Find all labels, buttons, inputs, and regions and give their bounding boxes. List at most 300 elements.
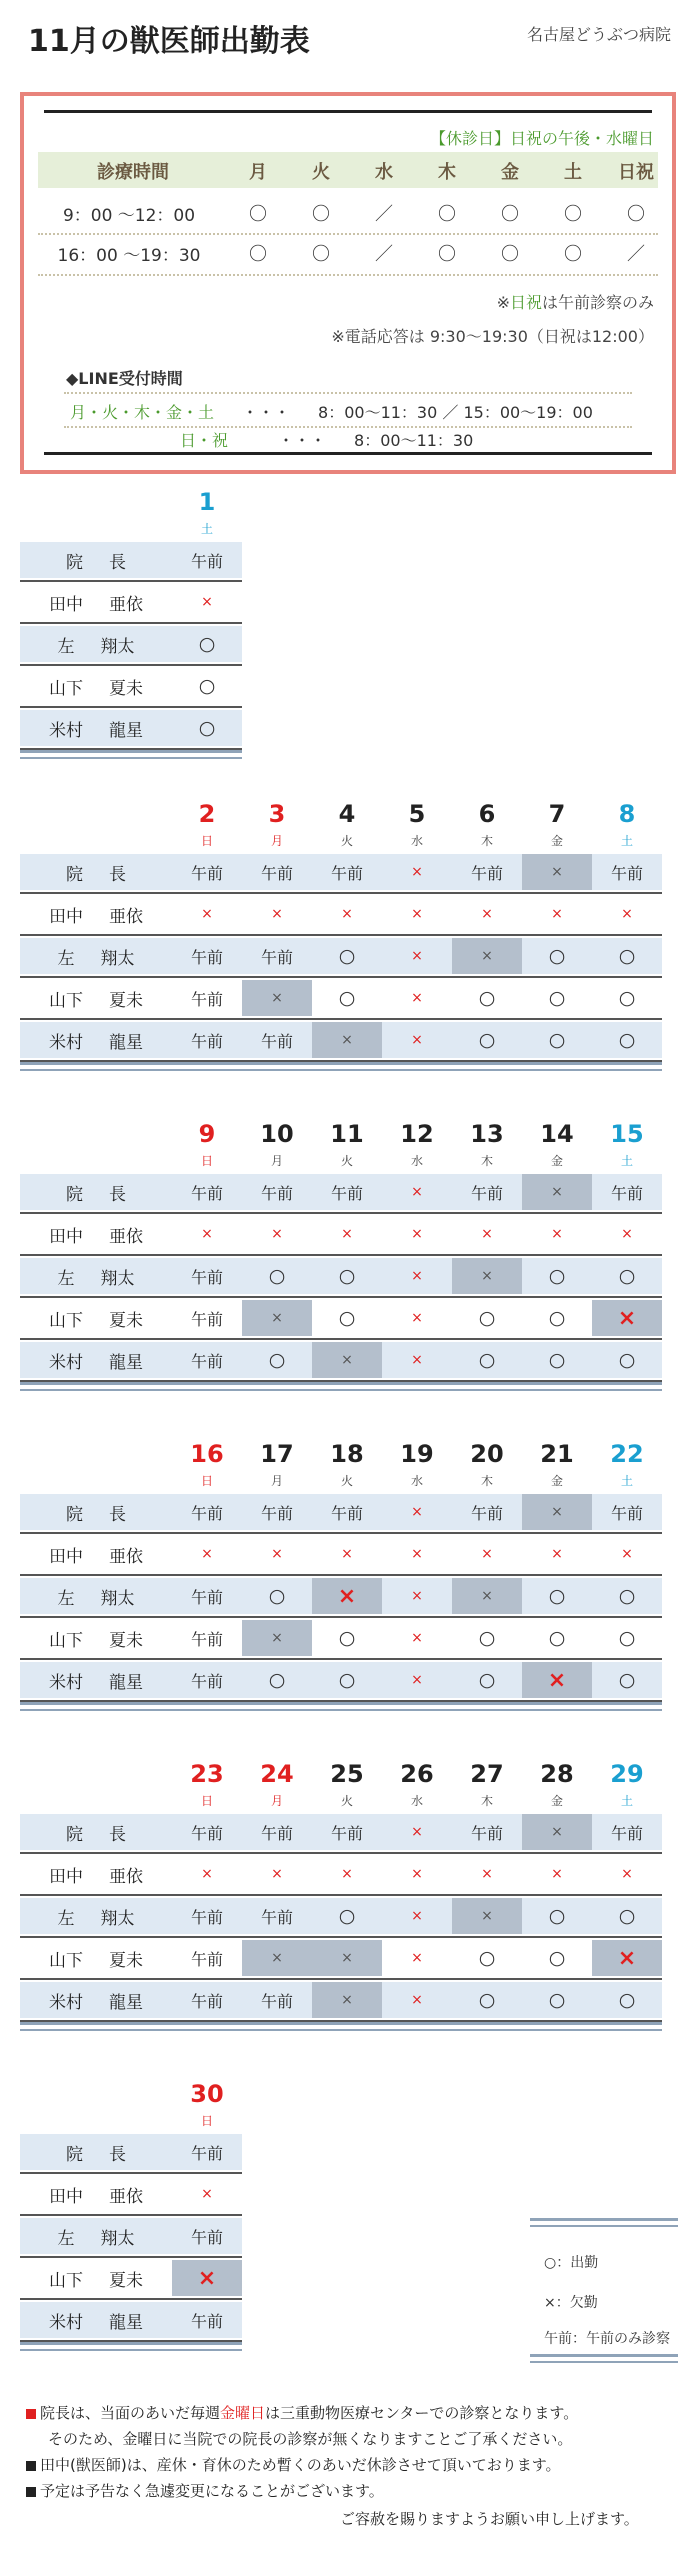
schedule-cell [522, 1216, 592, 1252]
date-number: 19 [400, 1440, 434, 1468]
schedule-value: ○ [268, 1585, 286, 1607]
schedule-cell [382, 980, 452, 1016]
vet-family-name: 院 [66, 552, 83, 573]
schedule-cell [172, 2176, 242, 2212]
line-time: 8：00～11：30 [354, 430, 474, 450]
row-divider [20, 1616, 662, 1618]
schedule-value: × [481, 1546, 493, 1562]
divider [44, 110, 652, 113]
vet-name [20, 980, 172, 1016]
schedule-cell [592, 1982, 662, 2018]
date-number: 2 [198, 800, 216, 828]
day-tue: 火 [312, 162, 330, 183]
footer-highlight: 金曜日 [220, 2404, 266, 2422]
schedule-value: × [411, 1908, 423, 1924]
schedule-value: × [481, 1588, 493, 1604]
schedule-cell [452, 1578, 522, 1614]
schedule-cell [592, 1536, 662, 1572]
date-number: 14 [540, 1120, 574, 1148]
schedule-value: 午前 [470, 1503, 503, 1523]
schedule-value: ○ [618, 1669, 636, 1691]
row-divider [20, 1018, 662, 1020]
schedule-cell [522, 1022, 592, 1058]
vet-given-name: 長 [109, 864, 126, 885]
weekday-label: 木 [480, 1154, 493, 1168]
schedule-value: ○ [338, 1265, 356, 1287]
schedule-value: ○ [338, 1307, 356, 1329]
weekday-label: 火 [340, 1474, 353, 1488]
date-header [382, 1120, 452, 1168]
weekday-label: 月 [270, 834, 283, 848]
date-number: 24 [260, 1760, 294, 1788]
schedule-cell [452, 1898, 522, 1934]
date-number: 4 [338, 800, 356, 828]
vet-family-name: 山下 [49, 990, 83, 1011]
schedule-cell [452, 1662, 522, 1698]
divider [38, 274, 658, 276]
schedule-value: × [341, 906, 353, 922]
footer-note-4: ご容赦を賜りますようお願い申し上げます。 [340, 2510, 639, 2528]
schedule-cell [452, 1536, 522, 1572]
schedule-cell [242, 1536, 312, 1572]
footer-note-3 [26, 2480, 384, 2501]
vet-family-name: 田中 [49, 1546, 83, 1567]
schedule-value: ○ [548, 987, 566, 1009]
schedule-value: ○ [618, 1029, 636, 1051]
date-header [452, 1120, 522, 1168]
vet-family-name: 院 [66, 2144, 83, 2165]
schedule-value: × [341, 1866, 353, 1882]
vet-family-name: 院 [66, 864, 83, 885]
weekday-label: 木 [480, 1474, 493, 1488]
schedule-value: × [197, 2265, 217, 2291]
schedule-cell [592, 980, 662, 1016]
schedule-cell [312, 1940, 382, 1976]
date-header [522, 800, 592, 848]
schedule-value: ○ [478, 987, 496, 1009]
vet-given-name: 長 [109, 1504, 126, 1525]
schedule-value: ○ [198, 675, 216, 697]
table-row [20, 2176, 242, 2212]
hours-mark: 〇 [564, 204, 582, 225]
date-number: 27 [470, 1760, 504, 1788]
hours-mark: ／ [627, 244, 645, 265]
row-divider [20, 622, 242, 624]
schedule-cell [382, 1300, 452, 1336]
schedule-value: × [481, 1226, 493, 1242]
schedule-value: ○ [478, 1029, 496, 1051]
hours-mark: 〇 [249, 244, 267, 265]
schedule-cell [382, 1856, 452, 1892]
schedule-cell [522, 1814, 592, 1850]
date-number: 29 [610, 1760, 644, 1788]
weekday-label: 土 [620, 1154, 633, 1168]
vet-name [20, 938, 172, 974]
schedule-value: ○ [618, 1265, 636, 1287]
schedule-cell [172, 2218, 242, 2254]
schedule-value: × [411, 1352, 423, 1368]
date-number: 8 [618, 800, 636, 828]
date-number: 26 [400, 1760, 434, 1788]
schedule-value: ○ [268, 1669, 286, 1691]
schedule-value: × [341, 1032, 353, 1048]
line-dots: ・・・ [278, 430, 327, 450]
schedule-value: × [271, 1546, 283, 1562]
schedule-value: 午前 [190, 1503, 223, 1523]
schedule-value: ○ [548, 945, 566, 967]
schedule-cell [522, 938, 592, 974]
schedule-value: × [411, 1504, 423, 1520]
date-header [452, 1760, 522, 1808]
vet-given-name: 長 [109, 1824, 126, 1845]
schedule-value: ○ [618, 1585, 636, 1607]
table-row [20, 1578, 662, 1614]
schedule-cell [172, 1494, 242, 1530]
line-hours-row [70, 396, 593, 426]
date-header [592, 1120, 662, 1168]
date-header [382, 1760, 452, 1808]
schedule-cell [522, 1982, 592, 2018]
table-row [20, 1022, 662, 1058]
schedule-value: 午前 [260, 1907, 293, 1927]
schedule-value: 午前 [260, 863, 293, 883]
date-header [242, 1120, 312, 1168]
vet-name [20, 2176, 172, 2212]
schedule-value: 午前 [190, 1031, 223, 1051]
schedule-value: × [271, 906, 283, 922]
schedule-value: × [481, 1908, 493, 1924]
schedule-value: × [551, 1824, 563, 1840]
schedule-value: ○ [618, 1349, 636, 1371]
schedule-cell [312, 1342, 382, 1378]
schedule-cell [452, 854, 522, 890]
table-row [20, 2218, 242, 2254]
schedule-cell [452, 1856, 522, 1892]
schedule-cell [172, 2260, 242, 2296]
table-row [20, 2302, 242, 2338]
schedule-value: ○ [338, 987, 356, 1009]
vet-family-name: 院 [66, 1504, 83, 1525]
vet-name [20, 1982, 172, 2018]
schedule-value: ○ [338, 1669, 356, 1691]
divider [530, 2218, 678, 2227]
vet-name [20, 2134, 172, 2170]
weekday-label: 火 [340, 1794, 353, 1808]
table-row [20, 1982, 662, 2018]
vet-family-name: 米村 [49, 1672, 83, 1693]
vet-name [20, 1814, 172, 1850]
schedule-value: 午前 [190, 989, 223, 1009]
schedule-value: ○ [478, 1947, 496, 1969]
schedule-cell [172, 1814, 242, 1850]
weekday-label: 日 [200, 834, 213, 848]
vet-name [20, 1856, 172, 1892]
schedule-value: × [551, 906, 563, 922]
schedule-cell [172, 1174, 242, 1210]
hours-row-pm [38, 234, 658, 272]
schedule-cell [172, 1300, 242, 1336]
row-divider [20, 664, 242, 666]
schedule-value: ○ [268, 1349, 286, 1371]
row-divider [20, 934, 662, 936]
vet-name [20, 2260, 172, 2296]
red-square-icon [26, 2409, 36, 2419]
date-number: 3 [268, 800, 286, 828]
weekday-label: 木 [480, 834, 493, 848]
schedule-value: × [201, 1546, 213, 1562]
schedule-cell [172, 584, 242, 620]
schedule-value: ○ [618, 1627, 636, 1649]
line-days: 月・火・木・金・土 [70, 402, 215, 422]
schedule-cell [242, 1898, 312, 1934]
black-square-icon [26, 2487, 36, 2497]
legend [530, 2218, 678, 2358]
weekday-label: 土 [620, 1794, 633, 1808]
schedule-cell [452, 980, 522, 1016]
weekday-label: 日 [200, 1794, 213, 1808]
schedule-cell [592, 1174, 662, 1210]
hours-mark: 〇 [627, 204, 645, 225]
row-divider [20, 2298, 242, 2300]
schedule-value: × [621, 1866, 633, 1882]
schedule-value: × [621, 1546, 633, 1562]
vet-given-name: 龍星 [109, 1352, 143, 1373]
schedule-cell [452, 1258, 522, 1294]
schedule-cell [382, 1620, 452, 1656]
schedule-cell [382, 1216, 452, 1252]
vet-name [20, 896, 172, 932]
schedule-value: ○ [338, 1627, 356, 1649]
schedule-value: ○ [548, 1349, 566, 1371]
schedule-cell [592, 1662, 662, 1698]
table-row [20, 1536, 662, 1572]
vet-name [20, 1300, 172, 1336]
schedule-value: 午前 [190, 947, 223, 967]
phone-note: ※電話応答は 9:30～19:30（日祝は12:00） [331, 327, 654, 346]
vet-family-name: 山下 [49, 1950, 83, 1971]
date-number: 7 [548, 800, 566, 828]
schedule-cell [172, 668, 242, 704]
vet-name [20, 1578, 172, 1614]
schedule-value: × [201, 2186, 213, 2202]
schedule-value: ○ [268, 1265, 286, 1287]
schedule-cell [592, 1856, 662, 1892]
schedule-value: × [617, 1305, 637, 1331]
table-row [20, 1814, 662, 1850]
schedule-cell [312, 938, 382, 974]
vet-name [20, 1174, 172, 1210]
schedule-value: 午前 [330, 1823, 363, 1843]
schedule-cell [522, 896, 592, 932]
table-row [20, 2260, 242, 2296]
vet-given-name: 亜依 [109, 906, 143, 927]
schedule-cell [312, 1578, 382, 1614]
schedule-cell [592, 854, 662, 890]
date-header [312, 1120, 382, 1168]
divider [44, 452, 652, 455]
date-header [172, 800, 242, 848]
schedule-value: ○ [478, 1669, 496, 1691]
line-days: 日・祝 [180, 430, 229, 450]
footer-text: 予定は予告なく急遽変更になることがございます。 [40, 2482, 384, 2500]
date-header [592, 1760, 662, 1808]
row-divider [20, 1978, 662, 1980]
footer-text: 院長は、当面のあいだ毎週 [40, 2404, 221, 2422]
schedule-value: × [341, 1950, 353, 1966]
schedule-cell [592, 1022, 662, 1058]
schedule-value: × [481, 948, 493, 964]
date-number: 18 [330, 1440, 364, 1468]
vet-given-name: 翔太 [100, 1268, 135, 1289]
hours-mark: 〇 [501, 204, 519, 225]
vet-name [20, 668, 172, 704]
vet-given-name: 亜依 [109, 1226, 143, 1247]
schedule-cell [312, 1494, 382, 1530]
date-header [172, 1120, 242, 1168]
schedule-cell [452, 938, 522, 974]
schedule-cell [452, 1216, 522, 1252]
schedule-cell [382, 1940, 452, 1976]
schedule-value: 午前 [190, 1587, 223, 1607]
schedule-cell [592, 1258, 662, 1294]
schedule-value: 午前 [190, 1351, 223, 1371]
schedule-cell [172, 1662, 242, 1698]
schedule-cell [172, 1578, 242, 1614]
vet-family-name: 田中 [49, 594, 83, 615]
schedule-cell [592, 1898, 662, 1934]
schedule-value: × [411, 1546, 423, 1562]
table-row [20, 1300, 662, 1336]
date-header [452, 800, 522, 848]
schedule-cell [382, 1258, 452, 1294]
table-bottom-border [20, 750, 242, 759]
schedule-value: ○ [548, 1307, 566, 1329]
date-header [522, 1760, 592, 1808]
weekday-label: 月 [270, 1794, 283, 1808]
schedule-cell [172, 1898, 242, 1934]
schedule-cell [522, 1662, 592, 1698]
schedule-value: × [337, 1583, 357, 1609]
schedule-value: ○ [618, 1989, 636, 2011]
schedule-value: × [551, 1226, 563, 1242]
vet-family-name: 山下 [49, 2270, 83, 2291]
date-header [312, 800, 382, 848]
vet-family-name: 田中 [49, 906, 83, 927]
schedule-value: ○ [548, 1585, 566, 1607]
table-row [20, 668, 242, 704]
weekday-label: 日 [200, 1474, 213, 1488]
schedule-cell [312, 1300, 382, 1336]
hours-mark: 〇 [438, 204, 456, 225]
date-number: 28 [540, 1760, 574, 1788]
vet-family-name: 左 [57, 636, 75, 657]
line-hours-row [180, 424, 473, 454]
schedule-value: × [411, 948, 423, 964]
schedule-cell [522, 1494, 592, 1530]
schedule-value: × [201, 906, 213, 922]
vet-given-name: 龍星 [109, 720, 143, 741]
schedule-cell [522, 1300, 592, 1336]
schedule-value: 午前 [610, 1823, 643, 1843]
vet-name [20, 1940, 172, 1976]
schedule-cell [172, 854, 242, 890]
vet-given-name: 夏未 [109, 990, 143, 1011]
table-row [20, 626, 242, 662]
schedule-cell [382, 1536, 452, 1572]
schedule-value: × [551, 1546, 563, 1562]
row-divider [20, 1212, 662, 1214]
vet-given-name: 亜依 [109, 1546, 143, 1567]
vet-given-name: 翔太 [100, 636, 135, 657]
schedule-value: 午前 [260, 1823, 293, 1843]
schedule-value: 午前 [610, 1183, 643, 1203]
vet-given-name: 夏未 [109, 1950, 143, 1971]
row-divider [20, 2172, 242, 2174]
table-row [20, 710, 242, 746]
schedule-value: 午前 [190, 2311, 223, 2331]
footer-text: は三重動物医療センターでの診察となります。 [265, 2404, 579, 2422]
schedule-cell [172, 1216, 242, 1252]
schedule-value: × [201, 1226, 213, 1242]
schedule-cell [382, 1342, 452, 1378]
schedule-value: ○ [548, 1265, 566, 1287]
weekday-label: 金 [550, 1474, 563, 1488]
schedule-value: × [617, 1945, 637, 1971]
schedule-cell [242, 1300, 312, 1336]
schedule-value: × [411, 1588, 423, 1604]
hours-mark: 〇 [249, 204, 267, 225]
table-row [20, 938, 662, 974]
legend-am-only: 午前：午前のみ診察 [544, 2331, 670, 2347]
hours-mark: 〇 [501, 244, 519, 265]
row-divider [20, 1338, 662, 1340]
vet-family-name: 院 [66, 1184, 83, 1205]
schedule-cell [312, 1898, 382, 1934]
schedule-cell [382, 1662, 452, 1698]
schedule-value: × [201, 594, 213, 610]
schedule-value: ○ [548, 1905, 566, 1927]
footer-note-1 [26, 2402, 578, 2423]
date-header [312, 1440, 382, 1488]
date-number: 1 [198, 488, 216, 516]
schedule-cell [592, 1300, 662, 1336]
schedule-cell [382, 938, 452, 974]
page-title: 11月の獣医師出勤表 [28, 24, 310, 59]
row-divider [20, 1532, 662, 1534]
schedule-cell [242, 854, 312, 890]
vet-name [20, 584, 172, 620]
schedule-value: × [411, 1032, 423, 1048]
weekday-label: 金 [550, 1794, 563, 1808]
hours-mark: 〇 [438, 244, 456, 265]
schedule-cell [172, 980, 242, 1016]
table-row [20, 1620, 662, 1656]
vet-family-name: 田中 [49, 1226, 83, 1247]
row-divider [20, 1852, 662, 1854]
date-header [592, 800, 662, 848]
date-number: 25 [330, 1760, 364, 1788]
weekday-label: 水 [410, 1474, 423, 1488]
schedule-value: × [551, 864, 563, 880]
table-row [20, 854, 662, 890]
vet-given-name: 龍星 [109, 1672, 143, 1693]
schedule-value: 午前 [260, 947, 293, 967]
table-row [20, 542, 242, 578]
weekday-label: 金 [550, 834, 563, 848]
schedule-cell [242, 1940, 312, 1976]
vet-name [20, 1216, 172, 1252]
vet-given-name: 長 [109, 1184, 126, 1205]
